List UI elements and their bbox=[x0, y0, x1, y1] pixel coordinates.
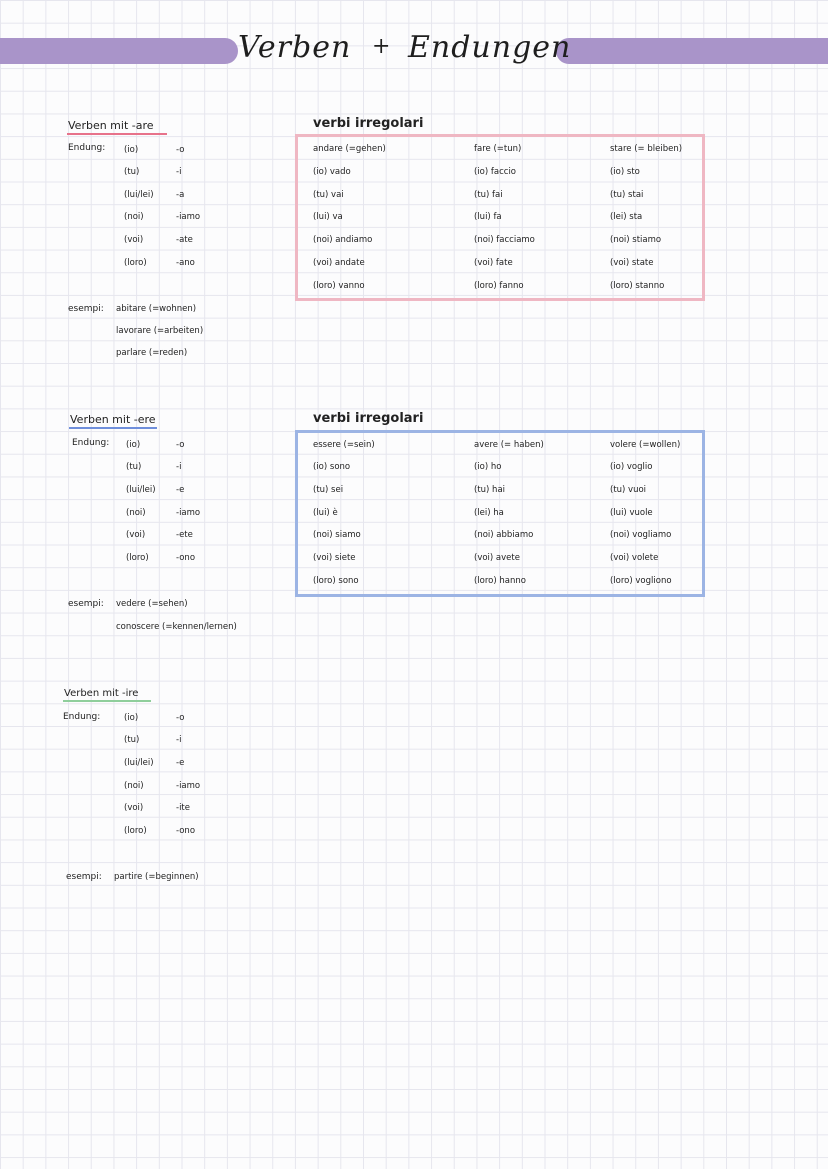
conjugation: (lei) sta bbox=[610, 212, 643, 222]
conjugation: (noi) stiamo bbox=[610, 235, 662, 245]
endung-label: Endung: bbox=[72, 438, 110, 448]
conjugation: (io) faccio bbox=[474, 167, 517, 177]
conjugation: (io) vado bbox=[313, 167, 351, 177]
conjugation: (voi) avete bbox=[474, 553, 520, 563]
conjugation: (lui) fa bbox=[474, 212, 502, 222]
conjugation: (noi) andiamo bbox=[313, 235, 373, 245]
irregular-column-header: stare (= bleiben) bbox=[610, 144, 683, 154]
pronoun: (lui/lei) bbox=[124, 758, 154, 768]
pronoun: (voi) bbox=[124, 803, 144, 813]
header-bar-right bbox=[556, 38, 828, 64]
conjugation: (noi) vogliamo bbox=[610, 530, 672, 540]
example: lavorare (=arbeiten) bbox=[116, 326, 204, 336]
ending: -ono bbox=[176, 826, 196, 836]
ending: -e bbox=[176, 758, 185, 768]
example: vedere (=sehen) bbox=[116, 599, 188, 609]
example: parlare (=reden) bbox=[116, 348, 188, 358]
conjugation: (noi) facciamo bbox=[474, 235, 535, 245]
irregular-column-header: andare (=gehen) bbox=[313, 144, 386, 154]
ending: -a bbox=[176, 190, 185, 200]
irregular-column-header: avere (= haben) bbox=[474, 440, 544, 450]
ending: -i bbox=[176, 462, 182, 472]
ending: -iamo bbox=[176, 212, 201, 222]
conjugation: (noi) siamo bbox=[313, 530, 361, 540]
ending: -e bbox=[176, 485, 185, 495]
conjugation: (lui) va bbox=[313, 212, 343, 222]
conjugation: (voi) volete bbox=[610, 553, 659, 563]
pronoun: (loro) bbox=[124, 258, 147, 268]
conjugation: (lui) vuole bbox=[610, 508, 653, 518]
title-verben: Verben bbox=[238, 30, 352, 65]
pronoun: (io) bbox=[126, 440, 141, 450]
irregular-heading: verbi irregolari bbox=[313, 411, 424, 426]
conjugation: (voi) state bbox=[610, 258, 654, 268]
irregular-column-header: volere (=wollen) bbox=[610, 440, 681, 450]
ending: -ate bbox=[176, 235, 193, 245]
conjugation: (io) ho bbox=[474, 462, 502, 472]
pronoun: (io) bbox=[124, 713, 139, 723]
conjugation: (lei) ha bbox=[474, 508, 504, 518]
pronoun: (loro) bbox=[126, 553, 149, 563]
conjugation: (loro) fanno bbox=[474, 281, 524, 291]
irregular-heading: verbi irregolari bbox=[313, 116, 424, 131]
ending: -i bbox=[176, 735, 182, 745]
conjugation: (tu) vai bbox=[313, 190, 344, 200]
conjugation: (voi) andate bbox=[313, 258, 365, 268]
conjugation: (tu) stai bbox=[610, 190, 644, 200]
heading-underline-red bbox=[67, 133, 167, 135]
conjugation: (loro) stanno bbox=[610, 281, 665, 291]
conjugation: (tu) fai bbox=[474, 190, 503, 200]
esempi-label: esempi: bbox=[66, 872, 102, 882]
heading-underline-green bbox=[63, 700, 151, 702]
conjugation: (io) sono bbox=[313, 462, 351, 472]
pronoun: (noi) bbox=[126, 508, 146, 518]
pronoun: (tu) bbox=[126, 462, 142, 472]
page-title bbox=[232, 26, 572, 76]
ending: -o bbox=[176, 440, 185, 450]
pronoun: (lui/lei) bbox=[126, 485, 156, 495]
endung-label: Endung: bbox=[63, 712, 101, 722]
pronoun: (tu) bbox=[124, 735, 140, 745]
title-plus: + bbox=[372, 34, 392, 59]
conjugation: (voi) siete bbox=[313, 553, 356, 563]
pronoun: (io) bbox=[124, 145, 139, 155]
ending: -ono bbox=[176, 553, 196, 563]
header-bar-left bbox=[0, 38, 238, 64]
esempi-label: esempi: bbox=[68, 599, 104, 609]
ending: -o bbox=[176, 145, 185, 155]
conjugation: (lui) è bbox=[313, 508, 338, 518]
conjugation: (loro) sono bbox=[313, 576, 359, 586]
ending: -ano bbox=[176, 258, 195, 268]
heading-underline-blue bbox=[69, 427, 157, 429]
section-heading-ere: Verben mit -ere bbox=[70, 413, 156, 426]
example: conoscere (=kennen/lernen) bbox=[116, 622, 237, 632]
pronoun: (lui/lei) bbox=[124, 190, 154, 200]
pronoun: (tu) bbox=[124, 167, 140, 177]
pronoun: (noi) bbox=[124, 212, 144, 222]
conjugation: (loro) vogliono bbox=[610, 576, 672, 586]
example: abitare (=wohnen) bbox=[116, 304, 197, 314]
irregular-column-header: fare (=tun) bbox=[474, 144, 522, 154]
example: partire (=beginnen) bbox=[114, 872, 199, 882]
pronoun: (voi) bbox=[126, 530, 146, 540]
conjugation: (loro) hanno bbox=[474, 576, 526, 586]
conjugation: (voi) fate bbox=[474, 258, 513, 268]
conjugation: (tu) hai bbox=[474, 485, 506, 495]
ending: -i bbox=[176, 167, 182, 177]
ending: -ite bbox=[176, 803, 190, 813]
conjugation: (io) voglio bbox=[610, 462, 653, 472]
section-heading-ire: Verben mit -ire bbox=[64, 688, 139, 699]
pronoun: (noi) bbox=[124, 781, 144, 791]
ending: -iamo bbox=[176, 508, 201, 518]
ending: -iamo bbox=[176, 781, 201, 791]
esempi-label: esempi: bbox=[68, 304, 104, 314]
pronoun: (loro) bbox=[124, 826, 147, 836]
conjugation: (io) sto bbox=[610, 167, 640, 177]
section-heading-are: Verben mit -are bbox=[68, 119, 154, 132]
conjugation: (tu) sei bbox=[313, 485, 344, 495]
irregular-column-header: essere (=sein) bbox=[313, 440, 375, 450]
endung-label: Endung: bbox=[68, 143, 106, 153]
conjugation: (tu) vuoi bbox=[610, 485, 647, 495]
conjugation: (loro) vanno bbox=[313, 281, 365, 291]
title-endungen: Endungen bbox=[408, 30, 572, 65]
ending: -o bbox=[176, 713, 185, 723]
ending: -ete bbox=[176, 530, 193, 540]
conjugation: (noi) abbiamo bbox=[474, 530, 534, 540]
pronoun: (voi) bbox=[124, 235, 144, 245]
